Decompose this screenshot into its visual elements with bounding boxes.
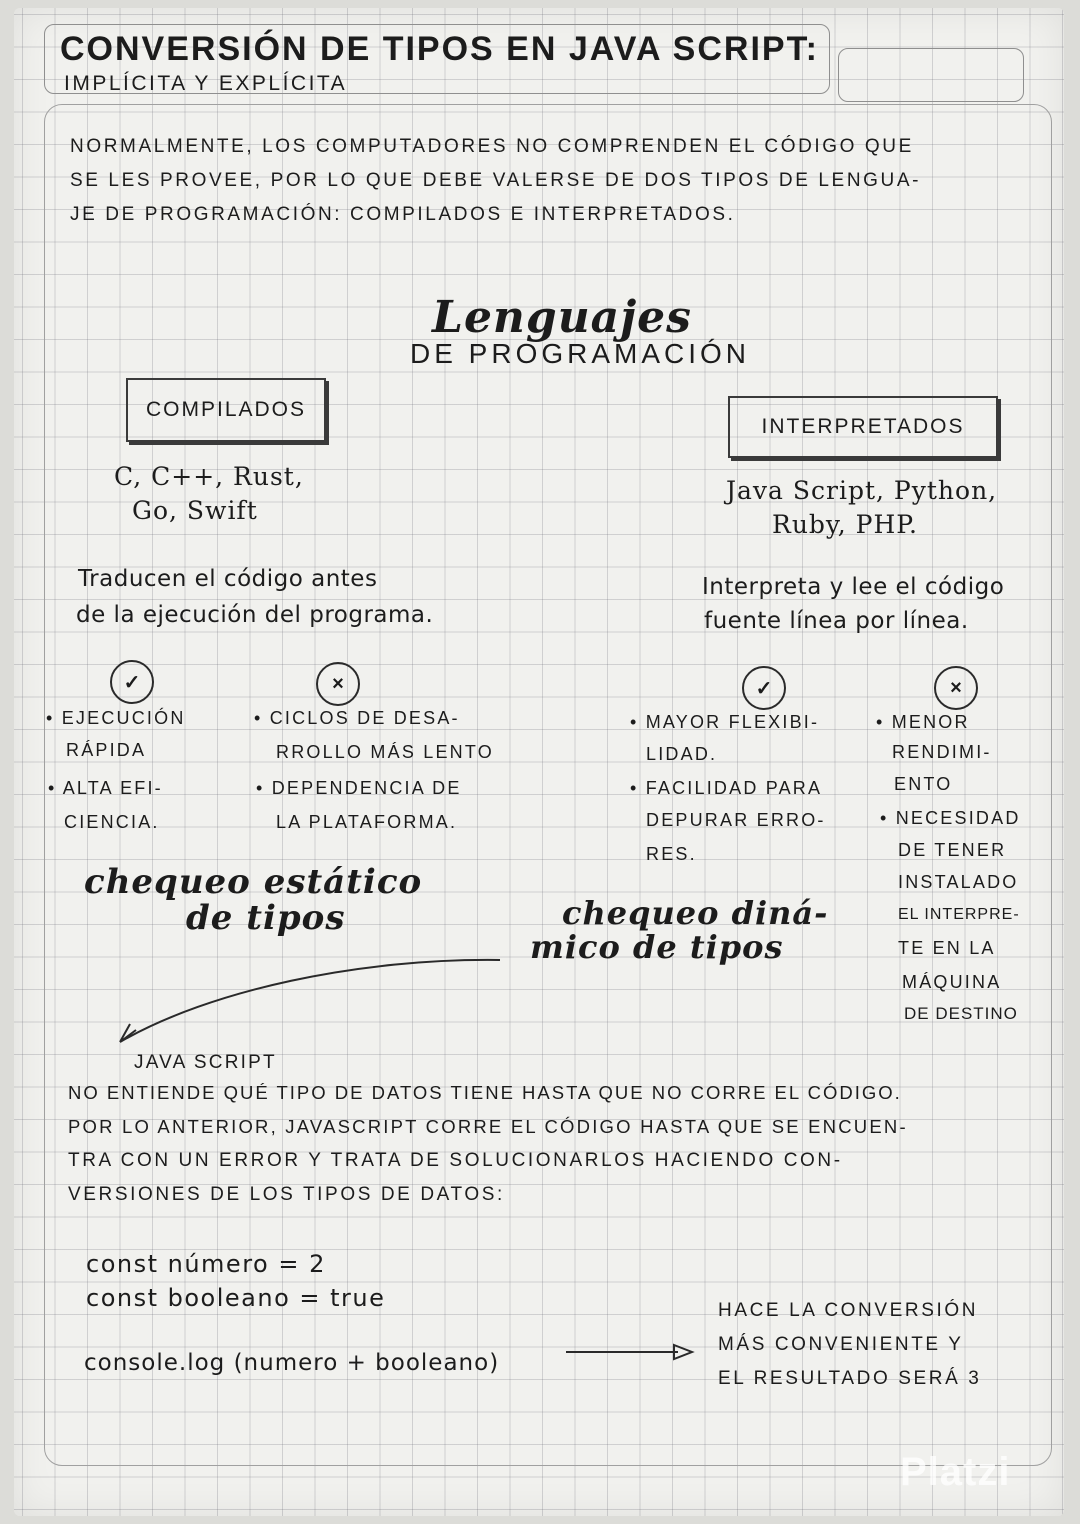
js-text-line-4: VERSIONES DE LOS TIPOS DE DATOS: (68, 1184, 505, 1205)
page-title: CONVERSIÓN DE TIPOS EN JAVA SCRIPT: (60, 30, 819, 68)
intro-line-2: SE LES PROVEE, POR LO QUE DEBE VALERSE DE DOS TIPOS DE LENGUA- (70, 170, 922, 191)
interpreted-con-2: RENDIMI- (892, 742, 992, 762)
result-line-3: EL RESULTADO SERÁ 3 (718, 1368, 982, 1389)
interpreted-con-6: INSTALADO (898, 872, 1019, 892)
result-line-1: HACE LA CONVERSIÓN (718, 1300, 979, 1321)
compiled-con-1: • CICLOS DE DESA- (254, 708, 460, 728)
static-check-line-1: chequeo estático (84, 862, 423, 902)
intro-line-1: NORMALMENTE, LOS COMPUTADORES NO COMPRENDEN EL CÓDIGO QUE (70, 136, 914, 157)
code-line-2: const booleano = true (86, 1284, 386, 1312)
x-icon: × (934, 666, 978, 710)
interpreted-con-5: DE TENER (898, 840, 1007, 860)
interpreted-con-7: EL INTERPRE- (898, 906, 1020, 923)
interpreted-pro-2: LIDAD. (646, 744, 718, 764)
arrow-right-icon (566, 1340, 696, 1364)
intro-line-3: JE DE PROGRAMACIÓN: COMPILADOS E INTERPRETADOS. (70, 204, 736, 225)
interpreted-pro-5: RES. (646, 844, 697, 864)
interpreted-pro-3: • FACILIDAD PARA (630, 778, 823, 798)
compiled-label: COMPILADOS (145, 398, 307, 421)
js-text-line-1: NO ENTIENDE QUÉ TIPO DE DATOS TIENE HASTA QUE NO CORRE EL CÓDIGO. (68, 1082, 902, 1103)
js-text-line-2: POR LO ANTERIOR, JAVASCRIPT CORRE EL CÓDIGO HASTA QUE SE ENCUEN- (68, 1116, 908, 1137)
dynamic-check-line-1: chequeo diná- (562, 894, 829, 932)
js-text-line-3: TRA CON UN ERROR Y TRATA DE SOLUCIONARLOS HACIENDO CON- (68, 1150, 843, 1171)
date-frame (838, 48, 1024, 102)
dynamic-check-line-2: mico de tipos (530, 928, 784, 966)
compiled-pro-4: CIENCIA. (64, 812, 160, 832)
interpreted-pro-4: DEPURAR ERRO- (646, 810, 826, 830)
code-line-3: console.log (numero + booleano) (84, 1350, 500, 1376)
compiled-con-4: LA PLATAFORMA. (276, 812, 458, 832)
compiled-label-box (126, 378, 326, 442)
js-label: JAVA SCRIPT (134, 1052, 277, 1073)
compiled-desc-1: Traducen el código antes (78, 566, 378, 592)
check-icon: ✓ (742, 666, 786, 710)
interpreted-langs-2: Ruby, PHP. (772, 510, 918, 539)
interpreted-label: INTERPRETADOS (761, 415, 965, 438)
compiled-langs-1: C, C++, Rust, (114, 462, 304, 491)
compiled-pro-2: RÁPIDA (66, 740, 147, 760)
heading-sub: DE PROGRAMACIÓN (410, 338, 751, 369)
watermark-logo: Platzi (900, 1450, 1011, 1494)
code-line-1: const número = 2 (86, 1250, 326, 1278)
static-check-line-2: de tipos (186, 898, 346, 938)
interpreted-langs-1: Java Script, Python, (726, 476, 998, 505)
interpreted-con-1: • MENOR (876, 712, 970, 732)
compiled-con-2: RROLLO MÁS LENTO (276, 742, 494, 762)
interpreted-desc-1: Interpreta y lee el código (702, 574, 1005, 600)
compiled-pro-3: • ALTA EFI- (48, 778, 163, 798)
interpreted-con-3: ENTO (894, 774, 953, 794)
compiled-langs-2: Go, Swift (132, 496, 258, 525)
result-line-2: MÁS CONVENIENTE Y (718, 1334, 964, 1355)
compiled-pro-1: • EJECUCIÓN (46, 708, 186, 728)
heading-word: Lenguajes (432, 292, 692, 343)
interpreted-con-8: TE EN LA (898, 938, 996, 958)
curved-arrow (100, 950, 520, 1060)
page-subtitle: IMPLÍCITA Y EXPLÍCITA (64, 72, 348, 95)
interpreted-con-9: MÁQUINA (902, 972, 1002, 992)
interpreted-con-10: DE DESTINO (904, 1004, 1018, 1023)
compiled-desc-2: de la ejecución del programa. (76, 602, 434, 628)
interpreted-desc-2: fuente línea por línea. (704, 608, 969, 634)
interpreted-pro-1: • MAYOR FLEXIBI- (630, 712, 820, 732)
check-icon: ✓ (110, 660, 154, 704)
compiled-con-3: • DEPENDENCIA DE (256, 778, 462, 798)
interpreted-label-box (728, 396, 998, 458)
x-icon: × (316, 662, 360, 706)
interpreted-con-4: • NECESIDAD (880, 808, 1021, 828)
